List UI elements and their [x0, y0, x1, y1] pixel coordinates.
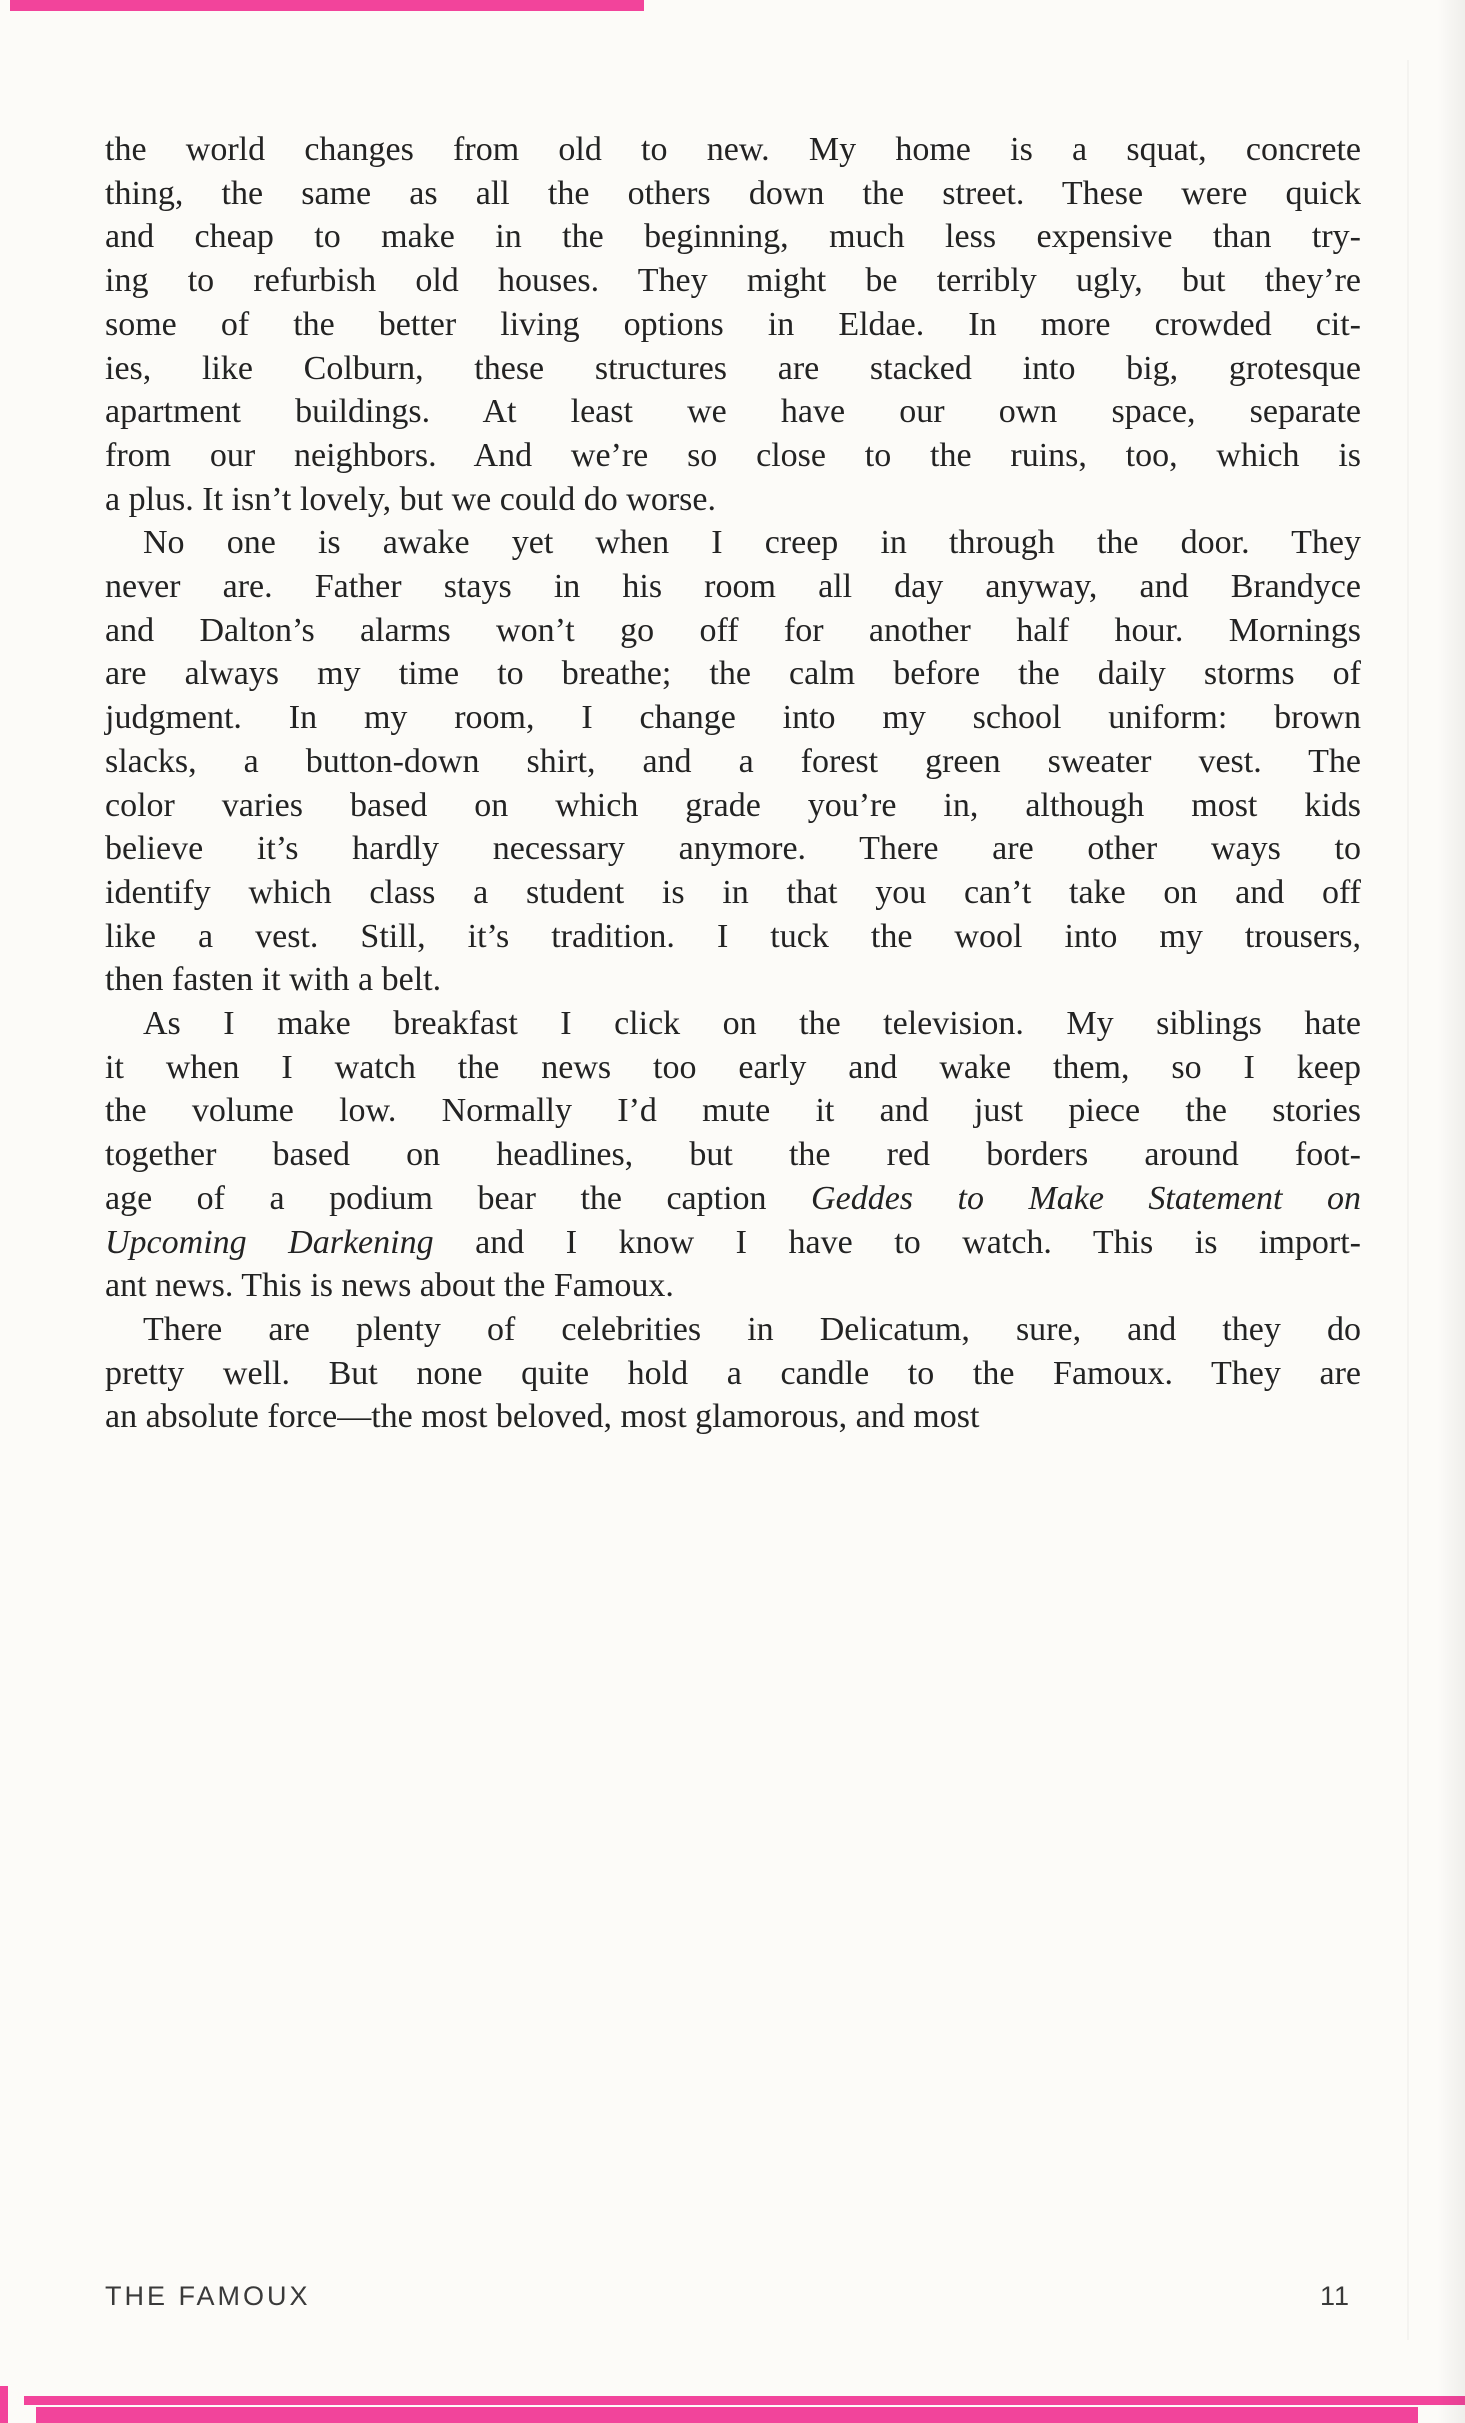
text-line	[105, 259, 1361, 303]
text-segment: and I know I have to watch. This is import-	[433, 1223, 1361, 1261]
text-line	[105, 696, 1361, 740]
page-footer	[105, 2281, 1350, 2312]
footer-page-number: 11	[1319, 2281, 1350, 2311]
text-segment: from our neighbors. And we’re so close to the ruins, too, which is	[105, 436, 1361, 474]
text-line	[105, 1177, 1361, 1221]
scan-shadow-right	[1437, 0, 1465, 2423]
text-segment: together based on headlines, but the red borders around foot-	[105, 1136, 1361, 1174]
scan-edge-artifact-top	[10, 0, 644, 11]
text-segment: age of a podium bear the caption	[105, 1179, 812, 1217]
text-line	[105, 128, 1361, 172]
text-line	[105, 740, 1361, 784]
text-segment: it when I watch the news too early and wake them, so I keep	[105, 1048, 1361, 1086]
text-segment: are always my time to breathe; the calm before the daily storms of	[105, 655, 1361, 693]
text-segment: then fasten it with a belt.	[105, 961, 442, 999]
text-line	[105, 784, 1361, 828]
text-segment: As I make breakfast I click on the television. My siblings hate	[143, 1005, 1361, 1043]
text-line	[105, 609, 1361, 653]
text-segment: and cheap to make in the beginning, much less expensive than try-	[105, 218, 1361, 256]
text-segment: ies, like Colburn, these structures are stacked into big, grotesque	[105, 349, 1361, 387]
text-segment: thing, the same as all the others down the street. These were quick	[105, 174, 1361, 212]
text-segment: like a vest. Still, it’s tradition. I tuck the wool into my trousers,	[105, 917, 1361, 955]
text-segment: apartment buildings. At least we have our own space, separate	[105, 393, 1361, 431]
text-segment: and Dalton’s alarms won’t go off for another half hour. Mornings	[105, 611, 1361, 649]
scan-crease-line	[1407, 60, 1409, 2340]
text-segment: slacks, a button-down shirt, and a forest green sweater vest. The	[105, 742, 1361, 780]
page-body-text	[105, 128, 1361, 1439]
text-segment: There are plenty of celebrities in Delicatum, sure, and they do	[143, 1310, 1361, 1348]
text-line	[105, 915, 1361, 959]
text-line	[105, 347, 1361, 391]
text-line	[105, 172, 1361, 216]
scan-edge-artifact-bottom-upper	[24, 2396, 1465, 2405]
text-segment: the world changes from old to new. My home is a squat, concrete	[105, 131, 1361, 168]
text-line	[105, 390, 1361, 434]
text-line	[105, 1308, 1361, 1352]
text-segment: a plus. It isn’t lovely, but we could do worse.	[105, 480, 716, 518]
text-line	[105, 1352, 1361, 1396]
text-segment: an absolute force—the most beloved, most glamorous, and most	[105, 1398, 980, 1436]
text-line	[105, 1002, 1361, 1046]
text-segment: the volume low. Normally I’d mute it and just piece the stories	[105, 1092, 1361, 1130]
text-line	[105, 303, 1361, 347]
text-line	[105, 871, 1361, 915]
text-segment: No one is awake yet when I creep in through the door. They	[143, 524, 1361, 562]
text-line	[105, 434, 1361, 478]
text-line	[105, 1264, 1361, 1308]
italic-text-segment: Geddes to Make Statement on	[811, 1179, 1361, 1217]
text-line	[105, 215, 1361, 259]
text-segment: ing to refurbish old houses. They might be terribly ugly, but they’re	[105, 262, 1361, 300]
italic-text-segment: Upcoming Darkening	[105, 1223, 434, 1261]
text-line	[105, 1395, 1361, 1439]
text-segment: believe it’s hardly necessary anymore. There are other ways to	[105, 830, 1361, 868]
text-line	[105, 958, 1361, 1002]
text-line	[105, 521, 1361, 565]
text-line	[105, 1221, 1361, 1265]
text-segment: some of the better living options in Eldae. In more crowded cit-	[105, 305, 1361, 343]
text-segment: judgment. In my room, I change into my school uniform: brown	[105, 699, 1361, 737]
scan-edge-artifact-bottom-lower	[36, 2407, 1418, 2423]
text-segment: ant news. This is news about the Famoux.	[105, 1267, 674, 1305]
text-line	[105, 478, 1361, 522]
text-segment: never are. Father stays in his room all day anyway, and Brandyce	[105, 568, 1361, 606]
text-segment: identify which class a student is in that you can’t take on and off	[105, 873, 1361, 911]
text-segment: pretty well. But none quite hold a candle to the Famoux. They are	[105, 1354, 1361, 1392]
text-segment: color varies based on which grade you’re in, although most kids	[105, 786, 1361, 824]
footer-book-title: THE FAMOUX	[105, 2281, 311, 2311]
text-line	[105, 1046, 1361, 1090]
text-line	[105, 1133, 1361, 1177]
text-line	[105, 1089, 1361, 1133]
text-line	[105, 827, 1361, 871]
text-line	[105, 565, 1361, 609]
text-line	[105, 652, 1361, 696]
scan-edge-artifact-left	[0, 2386, 8, 2423]
